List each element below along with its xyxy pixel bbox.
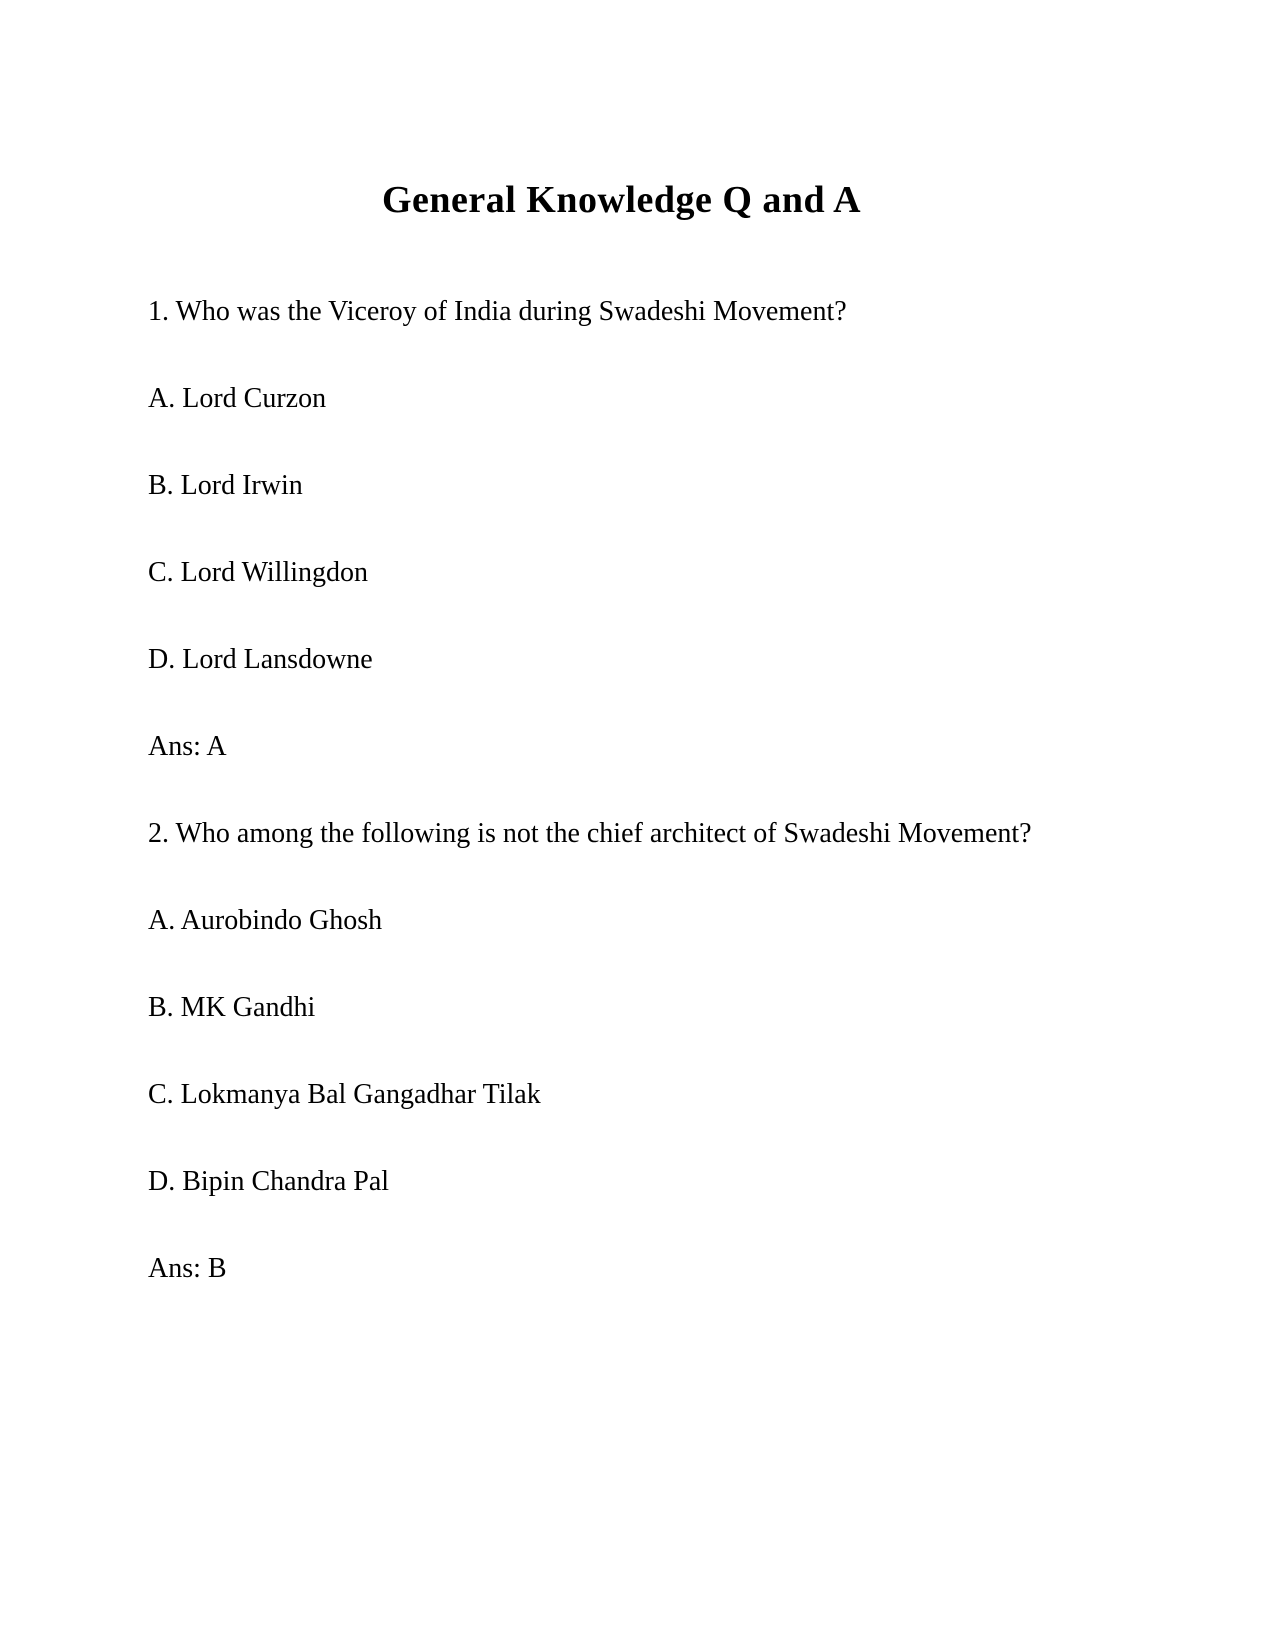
question-block-2 bbox=[148, 817, 1155, 1286]
question-2-option-b: B. MK Gandhi bbox=[148, 992, 316, 1023]
question-1-option-d: D. Lord Lansdowne bbox=[148, 644, 373, 675]
question-2-option-a: A. Aurobindo Ghosh bbox=[148, 905, 383, 936]
document-title: General Knowledge Q and A bbox=[381, 179, 862, 221]
question-1-option-a: A. Lord Curzon bbox=[148, 383, 327, 414]
question-2-answer: Ans: B bbox=[148, 1253, 227, 1284]
question-1-option-c: C. Lord Willingdon bbox=[148, 557, 369, 588]
question-1-text: 1. Who was the Viceroy of India during Swadeshi Movement? bbox=[148, 296, 847, 327]
question-1-answer: Ans: A bbox=[148, 731, 227, 762]
question-2-text: 2. Who among the following is not the chief architect of Swadeshi Movement? bbox=[148, 818, 1032, 849]
question-2-option-d: D. Bipin Chandra Pal bbox=[148, 1166, 390, 1197]
question-2-option-c: C. Lokmanya Bal Gangadhar Tilak bbox=[148, 1079, 541, 1110]
question-block-1 bbox=[148, 295, 1155, 764]
question-1-option-b: B. Lord Irwin bbox=[148, 470, 303, 501]
